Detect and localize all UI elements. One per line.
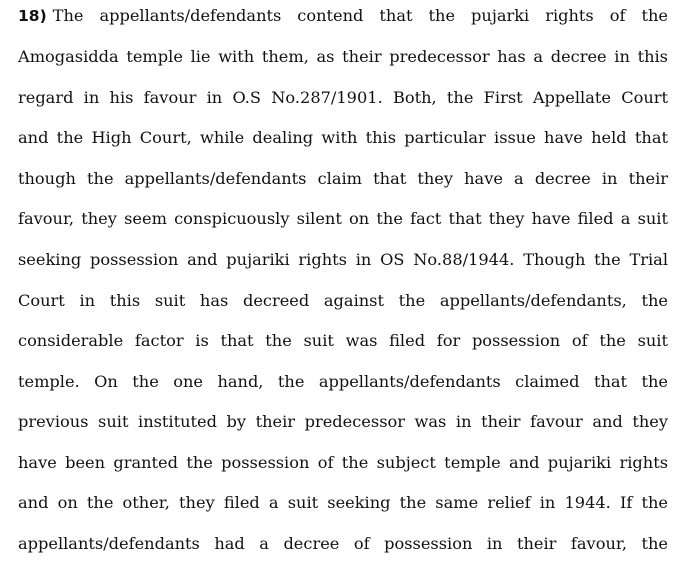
paragraph-line-12 <box>18 451 668 475</box>
paragraph-line-3 <box>18 86 668 110</box>
paragraph-line-1 <box>18 4 668 28</box>
paragraph-text-line: Court in this suit has decreed against the appellants/defendants, the <box>18 291 668 310</box>
paragraph-line-7 <box>18 248 668 272</box>
paragraph-text-line: favour, they seem conspicuously silent on the fact that they have filed a suit <box>18 209 668 228</box>
paragraph-text-line: appellants/defendants had a decree of possession in their favour, the <box>18 534 668 553</box>
paragraph-line-4 <box>18 126 668 150</box>
paragraph-text-line: The appellants/defendants contend that the pujarki rights of the <box>52 6 668 25</box>
paragraph-text-line: temple. On the one hand, the appellants/defendants claimed that the <box>18 372 668 391</box>
paragraph-line-6 <box>18 207 668 231</box>
paragraph-text-line: and on the other, they filed a suit seeking the same relief in 1944. If the <box>18 493 668 512</box>
paragraph-line-8 <box>18 289 668 313</box>
paragraph-text-line: Amogasidda temple lie with them, as their predecessor has a decree in this <box>18 47 668 66</box>
paragraph-number: 18) <box>18 7 47 25</box>
paragraph-text-line: have been granted the possession of the subject temple and pujariki rights <box>18 453 668 472</box>
paragraph-text-line: considerable factor is that the suit was filed for possession of the suit <box>18 331 668 350</box>
paragraph-text-line: regard in his favour in O.S No.287/1901. Both, the First Appellate Court <box>18 88 668 107</box>
paragraph-text-line: seeking possession and pujariki rights in OS No.88/1944. Though the Trial <box>18 250 668 269</box>
paragraph-line-14 <box>18 532 668 556</box>
paragraph-text-line: and the High Court, while dealing with this particular issue have held that <box>18 128 668 147</box>
paragraph-line-10 <box>18 370 668 394</box>
paragraph-text-line: though the appellants/defendants claim that they have a decree in their <box>18 169 668 188</box>
paragraph-line-13 <box>18 491 668 515</box>
paragraph-line-5 <box>18 167 668 191</box>
paragraph-line-2 <box>18 45 668 69</box>
paragraph-line-9 <box>18 329 668 353</box>
paragraph-text-line: previous suit instituted by their predecessor was in their favour and they <box>18 412 668 431</box>
paragraph-line-11 <box>18 410 668 434</box>
